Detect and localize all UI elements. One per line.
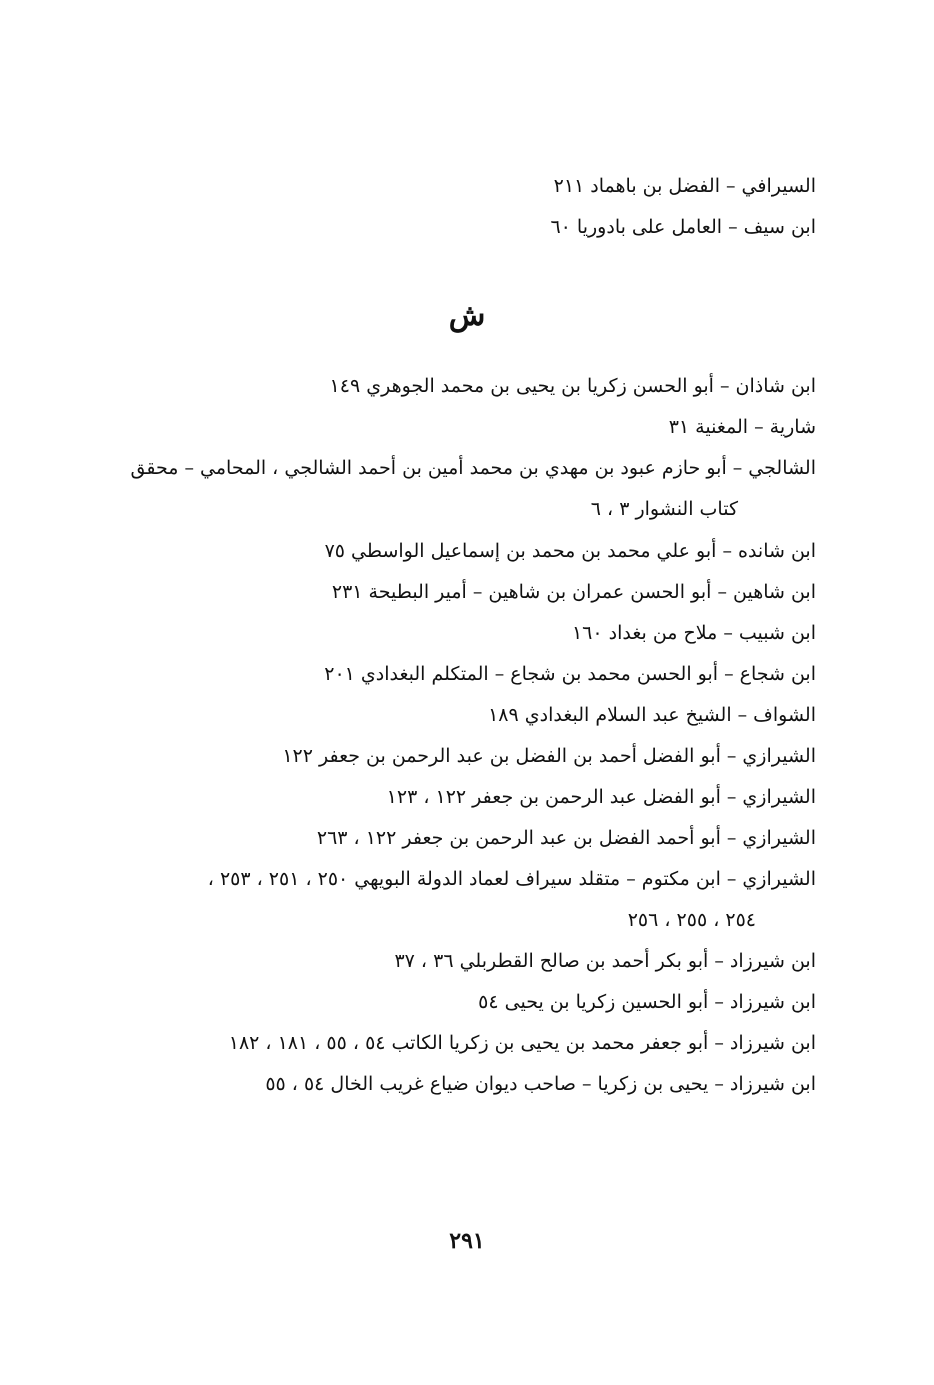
index-entry: ابن شاذان – أبو الحسن زكريا بن يحيى بن محمد الجوهري ١٤٩ (329, 375, 816, 397)
index-entry: ابن شانده – أبو علي محمد بن محمد بن إسماعيل الواسطي ٧٥ (324, 540, 816, 562)
section-letter-heading: ش (448, 298, 486, 333)
index-entry-continuation: كتاب النشوار ٣ ، ٦ (590, 498, 738, 520)
page-number: ٢٩١ (449, 1228, 485, 1254)
index-entry: الشالجي – أبو حازم عبود بن مهدي بن محمد أمين بن أحمد الشالجي ، المحامي – محقق (130, 457, 816, 479)
index-entry: الشواف – الشيخ عبد السلام البغدادي ١٨٩ (488, 704, 816, 726)
index-entry: ابن سيف – العامل على بادوريا ٦٠ (550, 216, 816, 238)
index-entry-continuation: ٢٥٤ ، ٢٥٥ ، ٢٥٦ (627, 909, 756, 931)
index-entry: ابن شاهين – أبو الحسن عمران بن شاهين – أمير البطيحة ٢٣١ (331, 581, 816, 603)
index-entry: ابن شجاع – أبو الحسن محمد بن شجاع – المتكلم البغدادي ٢٠١ (324, 663, 816, 685)
index-entry: شارية – المغنية ٣١ (668, 416, 816, 438)
index-entry: ابن شيرزاد – أبو بكر أحمد بن صالح القطربلي ٣٦ ، ٣٧ (394, 950, 816, 972)
index-entry: السيرافي – الفضل بن باهماد ٢١١ (553, 175, 816, 197)
index-entry: ابن شبيب – ملاح من بغداد ١٦٠ (571, 622, 816, 644)
index-entry: الشيرازي – أبو أحمد الفضل بن عبد الرحمن بن جعفر ١٢٢ ، ٢٦٣ (316, 827, 816, 849)
index-entry: الشيرازي – ابن مكتوم – متقلد سيراف لعماد الدولة البويهي ٢٥٠ ، ٢٥١ ، ٢٥٣ ، (207, 868, 816, 890)
index-entry: الشيرازي – أبو الفضل عبد الرحمن بن جعفر ١٢٢ ، ١٢٣ (386, 786, 816, 808)
index-entry: ابن شيرزاد – أبو الحسين زكريا بن يحيى ٥٤ (478, 991, 816, 1013)
index-entry: ابن شيرزاد – أبو جعفر محمد بن يحيى بن زكريا الكاتب ٥٤ ، ٥٥ ، ١٨١ ، ١٨٢ (228, 1032, 816, 1054)
index-entry: ابن شيرزاد – يحيى بن زكريا – صاحب ديوان ضياع غريب الخال ٥٤ ، ٥٥ (265, 1073, 816, 1095)
index-entry: الشيرازي – أبو الفضل أحمد بن الفضل بن عبد الرحمن بن جعفر ١٢٢ (282, 745, 816, 767)
